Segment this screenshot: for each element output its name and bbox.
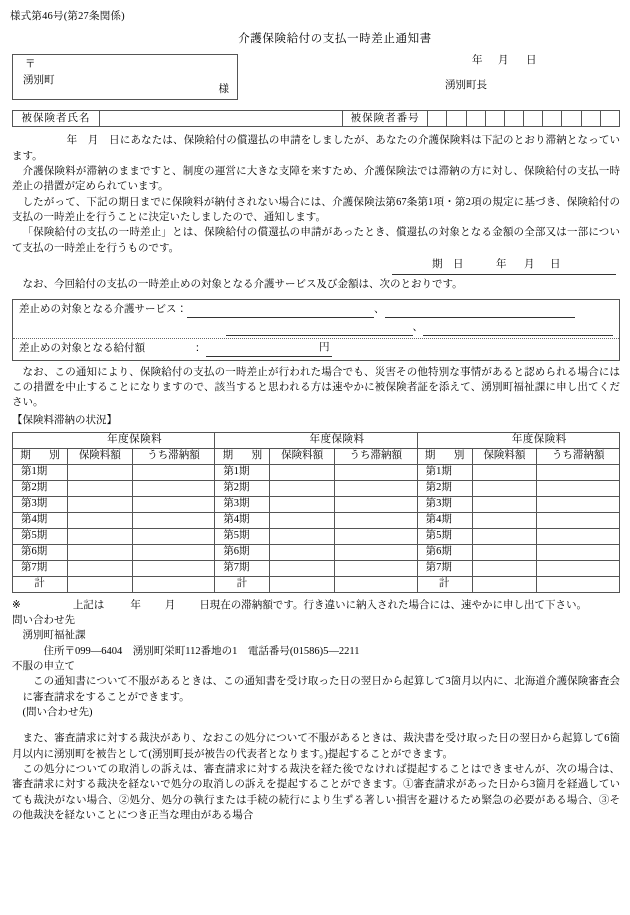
period-label: 第5期 — [417, 528, 472, 544]
premium-amount-cell[interactable] — [270, 560, 335, 576]
note-prefix: 上記は — [72, 599, 105, 611]
addressee-and-issuer-block — [0, 54, 630, 104]
premium-amount-cell[interactable] — [270, 528, 335, 544]
arrears-amount-cell[interactable] — [537, 528, 620, 544]
issue-date-signature — [400, 54, 620, 94]
table-row — [13, 560, 620, 576]
table-total-row — [13, 576, 620, 592]
contact-address: 住所〒099—6404 湧別町栄町112番地の1 電話番号(01586)5—2211 — [43, 645, 360, 657]
col-header-period-3: 期 別 — [417, 448, 472, 464]
service-input-3[interactable] — [226, 323, 413, 336]
total-label: 計 — [13, 576, 68, 592]
period-label: 第6期 — [215, 544, 270, 560]
suspended-service-box — [12, 299, 620, 361]
appeal-paragraph-1: この通知書について不服があるときは、この通知書を受け取った日の翌日から起算して3箇月以内に、北海道介護保険審査会に審査請求をすることができます。 — [22, 676, 620, 703]
form-number: 様式第46号(第27条関係) — [10, 11, 125, 22]
premium-amount-cell[interactable] — [68, 560, 133, 576]
col-header-arrears-3: うち滞納額 — [537, 448, 620, 464]
contact-heading: 問い合わせ先 — [12, 615, 75, 627]
period-label: 第2期 — [215, 480, 270, 496]
group-header-1: 年度保険料 — [13, 432, 215, 448]
col-header-period-1: 期 別 — [13, 448, 68, 464]
arrears-amount-cell[interactable] — [132, 528, 215, 544]
arrears-amount-cell[interactable] — [334, 512, 417, 528]
addressee-town: 湧別町 — [23, 75, 55, 87]
insured-number-cell[interactable] — [562, 111, 581, 126]
table-column-header-row — [13, 448, 620, 464]
service-input-1[interactable] — [187, 305, 374, 318]
body-paragraph-3: したがって、下記の期日までに保険料が納付されない場合には、介護保険法第67条第1項・第2項の規定に基づき、保険給付の支払の一時差止を行うことに決定いたしましたので、通知します。 — [12, 196, 620, 223]
body-paragraph-1: 年 月 日にあなたは、保険給付の償還払の申請をしましたが、あなたの介護保険料は下記のとおり滞納となっています。 — [12, 135, 620, 162]
suspended-amount-row — [13, 339, 619, 360]
period-label: 第4期 — [417, 512, 472, 528]
total-arrears-cell[interactable] — [334, 576, 417, 592]
body-paragraph-5: なお、今回給付の支払の一時差止めの対象となる介護サービス及び金額は、次のとおりです。 — [22, 278, 463, 290]
service-input-2[interactable] — [385, 305, 575, 318]
issue-date-line — [400, 54, 620, 69]
total-premium-cell[interactable] — [472, 576, 537, 592]
premium-amount-cell[interactable] — [68, 528, 133, 544]
insured-identity-row — [12, 110, 620, 127]
table-row — [13, 480, 620, 496]
issue-month-label: 月 — [498, 55, 509, 67]
insured-number-cell[interactable] — [582, 111, 601, 126]
period-label: 第5期 — [215, 528, 270, 544]
premium-amount-cell[interactable] — [472, 528, 537, 544]
premium-amount-cell[interactable] — [270, 464, 335, 480]
arrears-amount-cell[interactable] — [537, 544, 620, 560]
period-label: 第6期 — [13, 544, 68, 560]
premium-amount-cell[interactable] — [472, 512, 537, 528]
arrears-amount-cell[interactable] — [537, 480, 620, 496]
asterisk-note — [12, 598, 620, 613]
service-separator-2: 、 — [412, 322, 423, 333]
table-group-header-row — [13, 432, 620, 448]
insured-number-cell[interactable] — [524, 111, 543, 126]
note-year-label: 年 — [130, 599, 141, 611]
group-header-2: 年度保険料 — [215, 432, 417, 448]
period-label: 第3期 — [13, 496, 68, 512]
total-arrears-cell[interactable] — [132, 576, 215, 592]
suspended-service-label: 差止めの対象となる介護サービス： — [19, 304, 187, 316]
arrears-amount-cell[interactable] — [132, 480, 215, 496]
insured-number-cells — [428, 111, 619, 126]
insured-number-cell[interactable] — [601, 111, 619, 126]
arrears-amount-cell[interactable] — [132, 544, 215, 560]
premium-amount-cell[interactable] — [270, 480, 335, 496]
period-label: 第3期 — [215, 496, 270, 512]
deadline-year-label: 年 — [496, 258, 507, 270]
period-label: 第3期 — [417, 496, 472, 512]
group-header-3: 年度保険料 — [417, 432, 619, 448]
period-label: 第2期 — [13, 480, 68, 496]
arrears-amount-cell[interactable] — [537, 496, 620, 512]
total-premium-cell[interactable] — [68, 576, 133, 592]
arrears-amount-cell[interactable] — [132, 560, 215, 576]
premium-arrears-table — [12, 432, 620, 593]
premium-amount-cell[interactable] — [270, 496, 335, 512]
premium-amount-cell[interactable] — [472, 560, 537, 576]
deadline-month-label: 月 — [524, 258, 535, 270]
col-header-amount-2: 保険料額 — [270, 448, 335, 464]
arrears-amount-cell[interactable] — [537, 512, 620, 528]
amount-colon: ： — [195, 342, 206, 354]
suspended-amount-input[interactable] — [206, 341, 332, 357]
deadline-label: 期 日 — [432, 258, 464, 270]
insured-name-field[interactable] — [100, 111, 343, 126]
addressee-box — [12, 54, 238, 100]
insured-number-cell[interactable] — [486, 111, 505, 126]
period-label: 第4期 — [13, 512, 68, 528]
suspended-amount-label: 差止めの対象となる給付額 — [19, 342, 145, 354]
issuer-signature: 湧別町長 — [445, 80, 487, 92]
period-label: 第7期 — [13, 560, 68, 576]
appeal-paragraph-2: また、審査請求に対する裁決があり、なおこの処分について不服があるときは、裁決書を受け取った日の翌日から起算して6箇月以内に湧別町を被告として(湧別町長が被告の代表者となります。)提起することができます。 — [12, 733, 620, 760]
issue-year-label: 年 — [472, 55, 483, 67]
table-row — [13, 528, 620, 544]
appeal-paragraph-3: この処分についての取消しの訴えは、審査請求に対する裁決を経た後でなければ提起することはできませんが、次の場合は、審査請求に対する裁決を経ないで処分の取消しの訴えを提起することができます。①審査請求があった日から3箇月を経過していても裁決がない場合、②処分、処分の執行または手続の続行により生ずる著しい損害を避けるため緊急の必要がある場合、③その他裁決を経ないことにつき正当な理由がある場合 — [12, 763, 620, 821]
insured-number-cell[interactable] — [428, 111, 447, 126]
issue-day-label: 日 — [526, 55, 537, 67]
body-text-continued — [0, 277, 630, 292]
arrears-amount-cell[interactable] — [334, 464, 417, 480]
table-row — [13, 512, 620, 528]
arrears-amount-cell[interactable] — [334, 544, 417, 560]
suspended-service-row — [13, 300, 619, 339]
col-header-amount-1: 保険料額 — [68, 448, 133, 464]
arrears-amount-cell[interactable] — [537, 464, 620, 480]
period-label: 第5期 — [13, 528, 68, 544]
table-row — [13, 496, 620, 512]
table-row — [13, 544, 620, 560]
body-paragraph-4: 「保険給付の支払の一時差止」とは、保険給付の償還払の申請があったとき、償還払の対象となる金額の全部又は一部について支払の一時差止を行うものです。 — [12, 227, 620, 254]
premium-amount-cell[interactable] — [68, 480, 133, 496]
table-row — [13, 464, 620, 480]
total-label: 計 — [215, 576, 270, 592]
premium-amount-cell[interactable] — [68, 464, 133, 480]
deadline-day-label: 日 — [550, 258, 561, 270]
body-paragraph-2: 介護保険料が滞納のままですと、制度の運営に大きな支障を来すため、介護保険法では滞納の方に対し、保険給付の支払一時差止の措置が定められています。 — [12, 165, 620, 193]
appeal-heading: 不服の申立て — [12, 661, 75, 673]
col-header-arrears-2: うち滞納額 — [334, 448, 417, 464]
period-label: 第7期 — [215, 560, 270, 576]
body-text-notice — [0, 365, 630, 411]
period-label: 第1期 — [13, 464, 68, 480]
insured-number-cell[interactable] — [543, 111, 562, 126]
period-label: 第4期 — [215, 512, 270, 528]
period-label: 第6期 — [417, 544, 472, 560]
premium-amount-cell[interactable] — [472, 496, 537, 512]
contact-department: 湧別町福祉課 — [22, 630, 86, 642]
zip-symbol: 〒 — [25, 59, 36, 71]
premium-amount-cell[interactable] — [472, 480, 537, 496]
period-label: 第1期 — [417, 464, 472, 480]
col-header-amount-3: 保険料額 — [472, 448, 537, 464]
period-label: 第1期 — [215, 464, 270, 480]
insured-name-label: 被保険者氏名 — [13, 111, 100, 126]
premium-amount-cell[interactable] — [472, 544, 537, 560]
arrears-amount-cell[interactable] — [334, 528, 417, 544]
arrears-amount-cell[interactable] — [334, 496, 417, 512]
arrears-section-heading: 【保険料滞納の状況】 — [12, 414, 117, 426]
spacer — [12, 720, 620, 731]
body-text — [0, 133, 630, 256]
premium-amount-cell[interactable] — [68, 544, 133, 560]
arrears-amount-cell[interactable] — [132, 496, 215, 512]
arrears-amount-cell[interactable] — [132, 512, 215, 528]
insured-number-label: 被保険者番号 — [343, 111, 428, 126]
total-label: 計 — [417, 576, 472, 592]
col-header-arrears-1: うち滞納額 — [132, 448, 215, 464]
arrears-amount-cell[interactable] — [334, 480, 417, 496]
note-mark: ※ — [12, 599, 21, 611]
premium-amount-cell[interactable] — [472, 464, 537, 480]
service-separator-1: 、 — [374, 304, 385, 316]
total-arrears-cell[interactable] — [537, 576, 620, 592]
insured-number-cell[interactable] — [447, 111, 466, 126]
premium-amount-cell[interactable] — [270, 544, 335, 560]
page-title: 介護保険給付の支払一時差止通知書 — [238, 32, 432, 45]
body-paragraph-6: なお、この通知により、保険給付の支払の一時差止が行われた場合でも、災害その他特別な事情があると認められる場合にはこの措置を中止することになりますので、該当すると思われる方は速やかに被保険者証を添えて、湧別町福祉課に申し出てください。 — [12, 366, 620, 409]
appeal-contact-label: (問い合わせ先) — [22, 707, 93, 718]
arrears-amount-cell[interactable] — [334, 560, 417, 576]
period-label: 第7期 — [417, 560, 472, 576]
arrears-amount-cell[interactable] — [537, 560, 620, 576]
currency-unit: 円 — [319, 341, 330, 353]
premium-amount-cell[interactable] — [270, 512, 335, 528]
note-month-label: 月 — [164, 599, 176, 611]
premium-amount-cell[interactable] — [68, 496, 133, 512]
service-input-4[interactable] — [423, 323, 613, 336]
addressee-honorific: 様 — [218, 84, 229, 96]
total-premium-cell[interactable] — [270, 576, 335, 592]
insured-number-cell[interactable] — [505, 111, 524, 126]
col-header-period-2: 期 別 — [215, 448, 270, 464]
premium-amount-cell[interactable] — [68, 512, 133, 528]
deadline-line — [0, 258, 630, 275]
note-suffix: 日現在の滞納額です。行き違いに納入された場合には、速やかに申し出て下さい。 — [199, 599, 587, 611]
arrears-amount-cell[interactable] — [132, 464, 215, 480]
insured-number-cell[interactable] — [467, 111, 486, 126]
footer-notes — [0, 598, 630, 824]
period-label: 第2期 — [417, 480, 472, 496]
